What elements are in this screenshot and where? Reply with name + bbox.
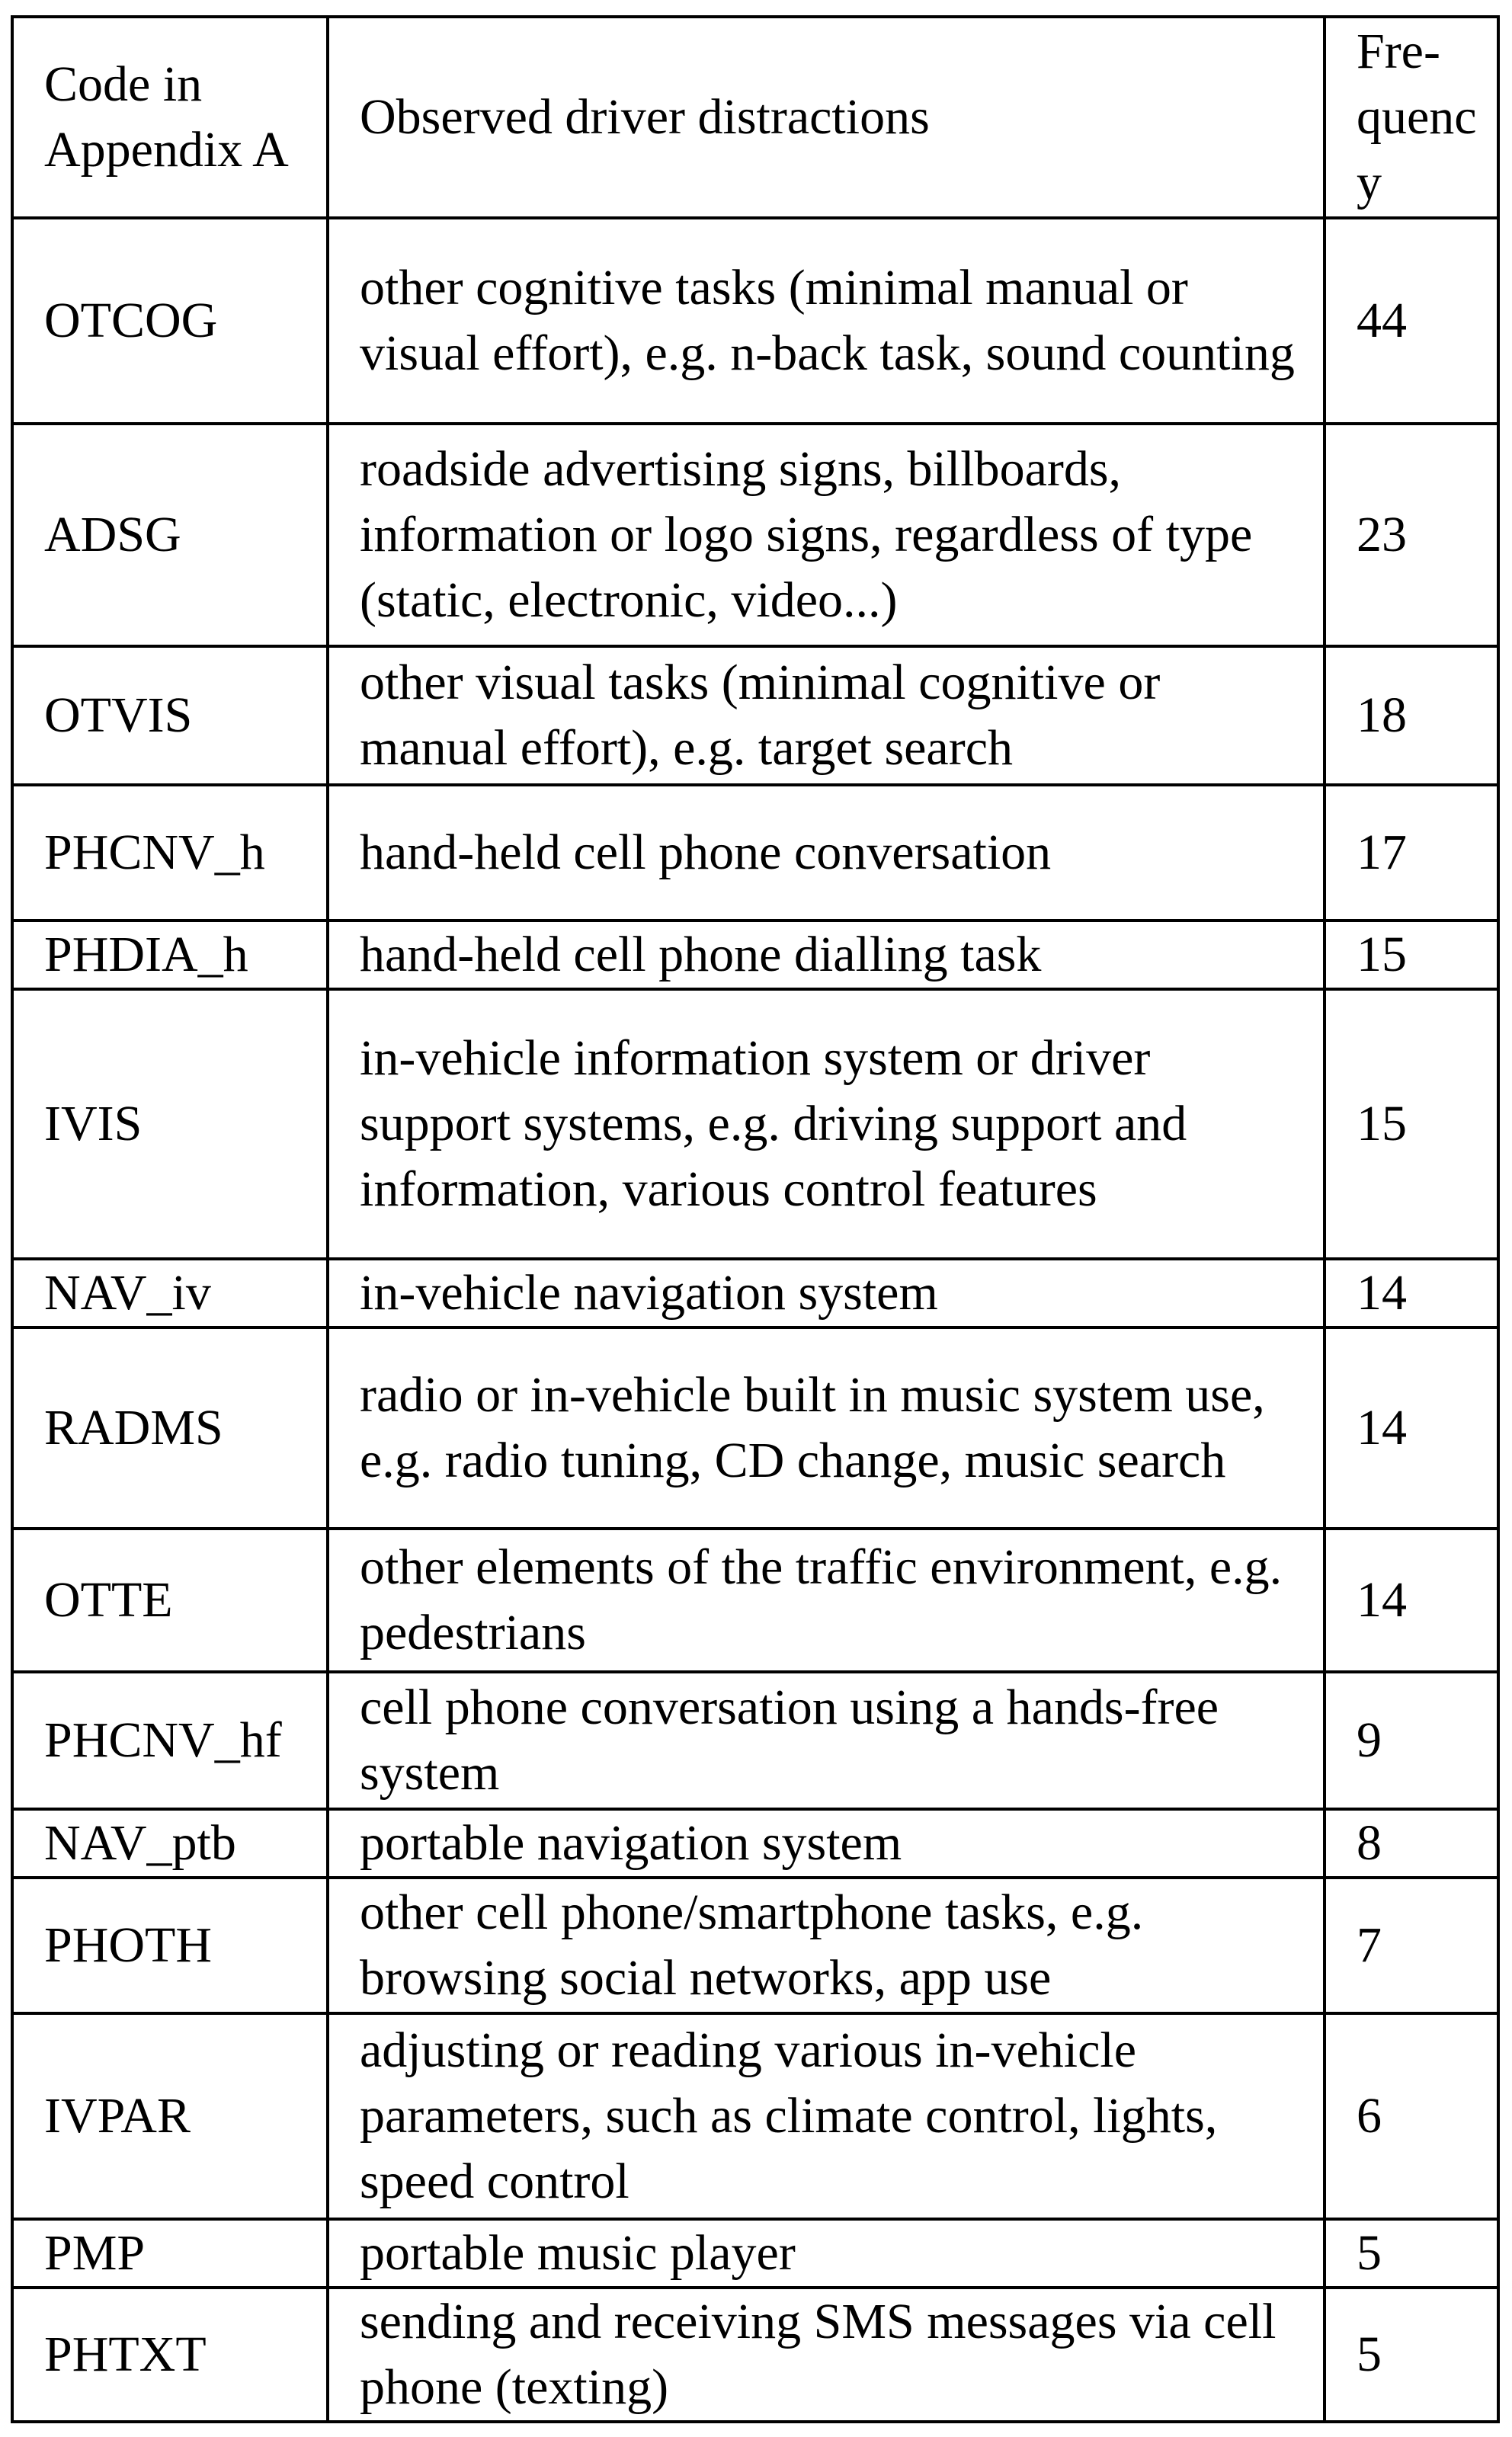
row-code: RADMS [12, 1327, 328, 1529]
row-description: other cell phone/smartphone tasks, e.g. browsing social networks, app use [328, 1878, 1325, 2013]
row-frequency: 14 [1325, 1259, 1498, 1327]
row-code: PHTXT [12, 2288, 328, 2422]
row-code: IVIS [12, 989, 328, 1259]
row-code: PHDIA_h [12, 921, 328, 989]
table-row [12, 1529, 1498, 1672]
row-description: hand-held cell phone dialling task [328, 921, 1325, 989]
row-frequency: 14 [1325, 1327, 1498, 1529]
row-code: OTCOG [12, 218, 328, 424]
table-row [12, 2288, 1498, 2422]
row-frequency: 23 [1325, 424, 1498, 646]
table-row [12, 1327, 1498, 1529]
row-frequency: 7 [1325, 1878, 1498, 2013]
row-frequency: 6 [1325, 2013, 1498, 2219]
table-row [12, 2219, 1498, 2288]
header-code: Code in Appendix A [12, 17, 328, 218]
row-description: radio or in-vehicle built in music system use, e.g. radio tuning, CD change, music search [328, 1327, 1325, 1529]
header-description: Observed driver distractions [328, 17, 1325, 218]
row-frequency: 14 [1325, 1529, 1498, 1672]
table-row [12, 989, 1498, 1259]
row-frequency: 18 [1325, 646, 1498, 785]
table-row [12, 646, 1498, 785]
table-row [12, 1878, 1498, 2013]
row-code: PHCNV_h [12, 785, 328, 921]
row-frequency: 44 [1325, 218, 1498, 424]
row-code: IVPAR [12, 2013, 328, 2219]
row-frequency: 17 [1325, 785, 1498, 921]
table-row [12, 785, 1498, 921]
row-code: OTTE [12, 1529, 328, 1672]
row-code: NAV_ptb [12, 1809, 328, 1878]
table-row [12, 424, 1498, 646]
row-description: cell phone conversation using a hands-free system [328, 1672, 1325, 1809]
row-frequency: 15 [1325, 989, 1498, 1259]
row-description: sending and receiving SMS messages via cell phone (texting) [328, 2288, 1325, 2422]
row-frequency: 5 [1325, 2219, 1498, 2288]
row-frequency: 9 [1325, 1672, 1498, 1809]
row-code: PHOTH [12, 1878, 328, 2013]
row-description: in-vehicle information system or driver support systems, e.g. driving support and information, various control features [328, 989, 1325, 1259]
row-code: PMP [12, 2219, 328, 2288]
table-row [12, 921, 1498, 989]
table-row [12, 1672, 1498, 1809]
row-description: in-vehicle navigation system [328, 1259, 1325, 1327]
row-frequency: 8 [1325, 1809, 1498, 1878]
table-row [12, 1259, 1498, 1327]
row-description: other elements of the traffic environment, e.g. pedestrians [328, 1529, 1325, 1672]
row-description: other visual tasks (minimal cognitive or manual effort), e.g. target search [328, 646, 1325, 785]
row-description: portable navigation system [328, 1809, 1325, 1878]
table-row [12, 2013, 1498, 2219]
table-row [12, 218, 1498, 424]
row-description: portable music player [328, 2219, 1325, 2288]
header-row [12, 17, 1498, 218]
row-description: hand-held cell phone conversation [328, 785, 1325, 921]
row-description: adjusting or reading various in-vehicle parameters, such as climate control, lights, speed control [328, 2013, 1325, 2219]
row-frequency: 5 [1325, 2288, 1498, 2422]
table-row [12, 1809, 1498, 1878]
row-code: OTVIS [12, 646, 328, 785]
distractions-table [11, 15, 1500, 2423]
row-code: ADSG [12, 424, 328, 646]
row-description: roadside advertising signs, billboards, information or logo signs, regardless of type (static, electronic, video...) [328, 424, 1325, 646]
header-frequency: Fre-quency [1325, 17, 1498, 218]
row-description: other cognitive tasks (minimal manual or visual effort), e.g. n-back task, sound counting [328, 218, 1325, 424]
row-code: PHCNV_hf [12, 1672, 328, 1809]
row-code: NAV_iv [12, 1259, 328, 1327]
row-frequency: 15 [1325, 921, 1498, 989]
